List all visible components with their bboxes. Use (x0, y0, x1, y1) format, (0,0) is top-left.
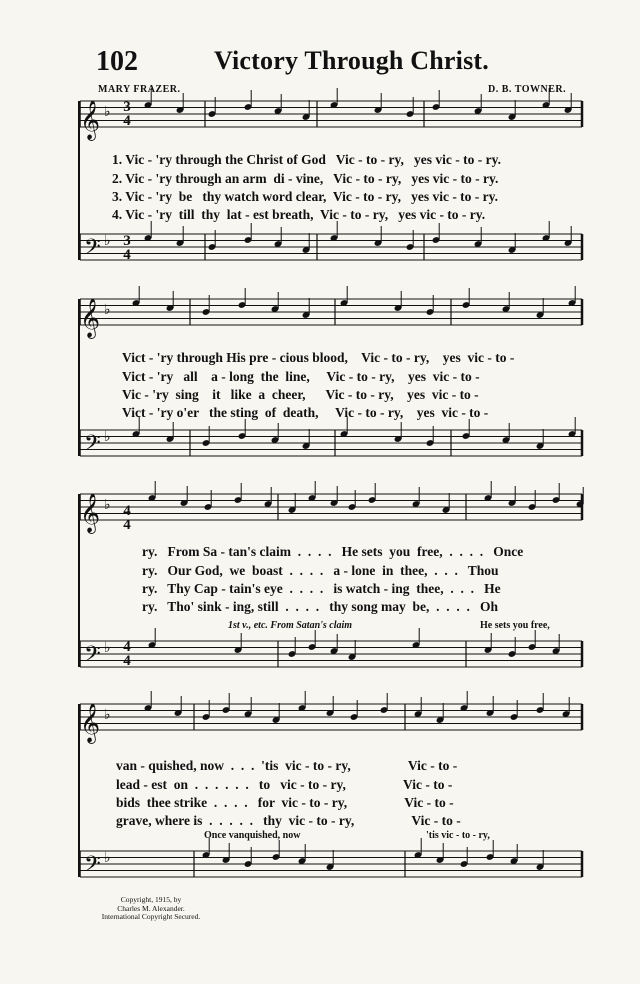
verse-3-line-3: ry. Thy Cap - tain's eye . . . . is watch - ing thee, . . . He (142, 581, 501, 596)
treble-clef-3: 𝄞 (80, 493, 101, 533)
time-signature-top-treble-3: 4 (123, 503, 131, 519)
bass-clef-2: 𝄢 (84, 431, 101, 461)
key-flat-1b: ♭ (104, 233, 111, 249)
verse-2-line-1: 2. Vic - 'ry through an arm di - vine, Vic - to - ry, yes vic - to - ry. (112, 171, 499, 186)
verse-1-line-1: 1. Vic - 'ry through the Christ of God Vic - to - ry, yes vic - to - ry. (112, 152, 501, 167)
verse-3-line-4: bids thee strike . . . . for vic - to - ry, Vic - to - (116, 795, 454, 810)
key-flat-2b: ♭ (104, 429, 111, 445)
key-flat-3: ♭ (104, 497, 111, 513)
time-signature-top-treble-1: 3 (123, 99, 131, 115)
key-flat-2: ♭ (104, 302, 111, 318)
key-flat-4: ♭ (104, 707, 111, 723)
bass-clef-4: 𝄢 (84, 852, 101, 882)
verse-4-line-2: Vict - 'ry o'er the sting of death, Vic - to - ry, yes vic - to - (122, 405, 489, 420)
treble-clef-4: 𝄞 (80, 703, 101, 743)
verse-4-line-3: ry. Tho' sink - ing, still . . . . thy song may be, . . . . Oh (142, 599, 499, 614)
time-signature-bottom-bass-1: 4 (123, 247, 131, 263)
bass-clef-1: 𝄢 (84, 235, 101, 265)
key-flat-3b: ♭ (104, 640, 111, 656)
verse-2-line-3: ry. Our God, we boast . . . . a - lone in thee, . . . Thou (142, 563, 499, 578)
bass-clef-3: 𝄢 (84, 642, 101, 672)
treble-clef-2: 𝄞 (80, 298, 101, 338)
copyright-line-2: Charles M. Alexander. (117, 903, 185, 913)
verse-1-line-2: Vict - 'ry through His pre - cious blood, Vic - to - ry, yes vic - to - (122, 350, 515, 365)
time-signature-top-bass-1: 3 (123, 233, 131, 249)
key-flat-1: ♭ (104, 104, 111, 120)
time-signature-bottom-treble-1: 4 (123, 113, 131, 129)
verse-1-line-3: ry. From Sa - tan's claim . . . . He sets you free, . . . . Once (142, 544, 524, 559)
hymn-title: Victory Through Christ. (214, 46, 489, 75)
copyright-line-1: Copyright, 1915, by (120, 895, 182, 904)
verse-4-line-1: 4. Vic - 'ry till thy lat - est breath, Vic - to - ry, yes vic - to - ry. (112, 207, 486, 222)
key-flat-4b: ♭ (104, 850, 111, 866)
verse-3-line-1: 3. Vic - 'ry be thy watch word clear, Vic - to - ry, yes vic - to - ry. (112, 189, 499, 204)
verse-3-line-2: Vic - 'ry sing it like a cheer, Vic - to - ry, yes vic - to - (122, 387, 479, 402)
hymn-number: 102 (96, 46, 138, 77)
composer: D. B. TOWNER. (488, 84, 567, 95)
verse-2-line-4: lead - est on . . . . . . to vic - to - ry, Vic - to - (116, 777, 453, 792)
time-signature-bottom-treble-3: 4 (123, 517, 131, 533)
bass-cue-right-4: 'tis vic - to - ry, (426, 830, 490, 841)
bass-cue-right-3: He sets you free, (480, 620, 550, 631)
treble-clef-1: 𝄞 (80, 100, 101, 140)
time-signature-bottom-bass-3: 4 (123, 653, 131, 669)
lyricist: MARY FRAZER. (98, 84, 181, 95)
copyright-notice (86, 896, 216, 922)
copyright-line-3: International Copyright Secured. (101, 912, 201, 921)
verse-2-line-2: Vict - 'ry all a - long the line, Vic - to - ry, yes vic - to - (122, 369, 480, 384)
bass-cue-left-3: 1st v., etc. From Satan's claim (228, 620, 353, 631)
time-signature-top-bass-3: 4 (123, 639, 131, 655)
bass-cue-left-4: Once vanquished, now (204, 830, 301, 841)
verse-4-line-4: grave, where is . . . . . thy vic - to - ry, Vic - to - (116, 813, 461, 828)
verse-1-line-4: van - quished, now . . . 'tis vic - to - ry, Vic - to - (116, 758, 458, 773)
